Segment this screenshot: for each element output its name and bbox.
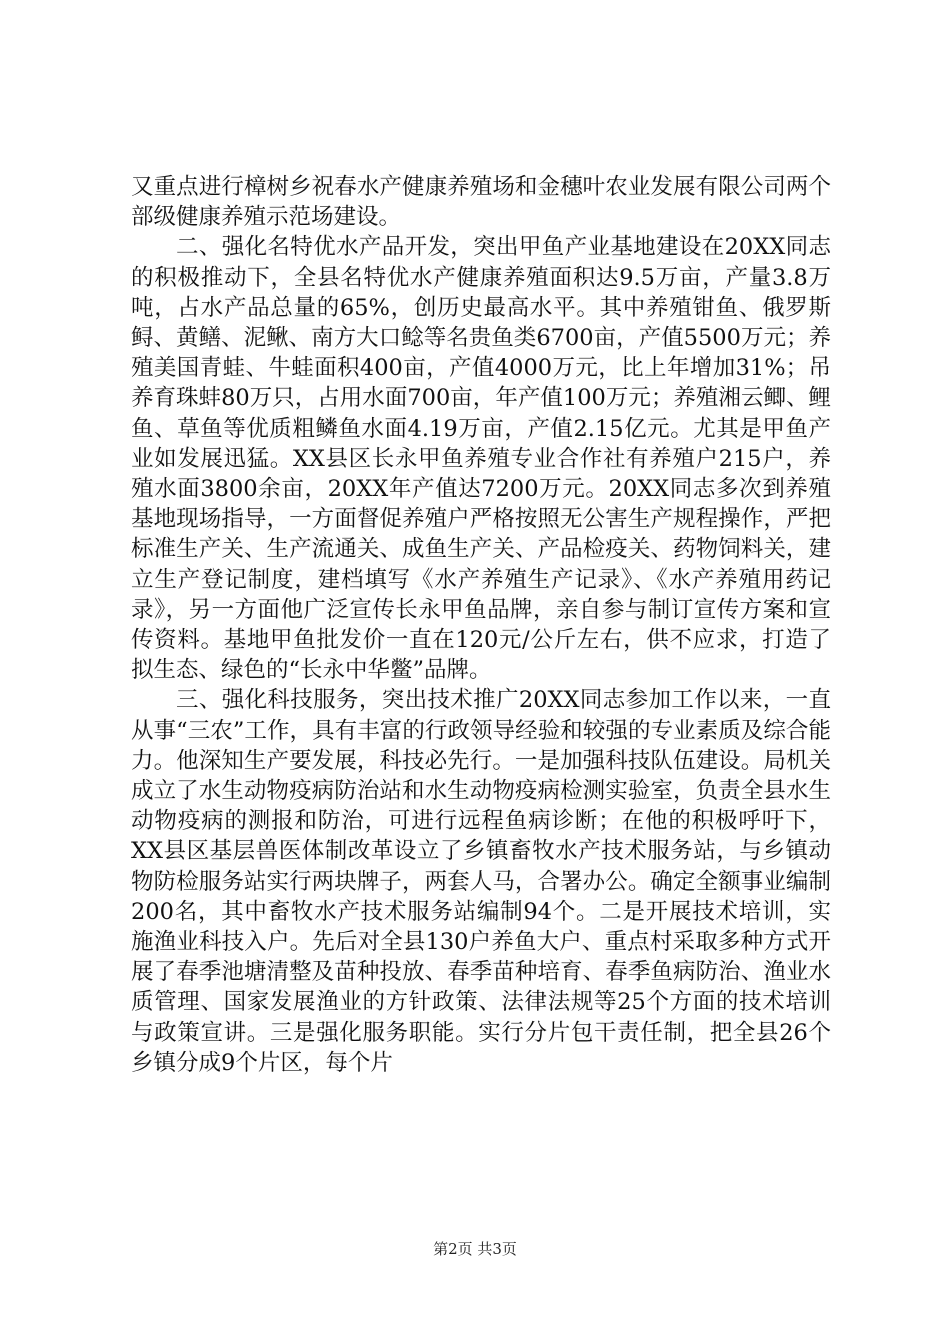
- page-number-footer: 第2页 共3页: [433, 1240, 517, 1258]
- paragraph-section-two: 二、强化名特优水产品开发，突出甲鱼产业基地建设在20XX同志的积极推动下，全县名特优水产健康养殖面积达9.5万亩，产量3.8万吨，占水产品总量的65%，创历史最高水平。其中养殖钳鱼、俄罗斯鲟、黄鳝、泥鳅、南方大口鲶等名贵鱼类6700亩，产值5500万元；养殖美国青蛙、牛蛙面积400亩，产值4000万元，比上年增加31%；吊养育珠蚌80万只，占用水面700亩，年产值100万元；养殖湘云鲫、鲤鱼、草鱼等优质粗鳞鱼水面4.19万亩，产值2.15亿元。尤其是甲鱼产业如发展迅猛。XX县区长永甲鱼养殖专业合作社有养殖户215户，养殖水面3800余亩，20XX年产值达7200万元。20XX同志多次到养殖基地现场指导，一方面督促养殖户严格按照无公害生产规程操作，严把标准生产关、生产流通关、成鱼生产关、产品检疫关、药物饲料关，建立生产登记制度，建档填写《水产养殖生产记录》、《水产养殖用药记录》，另一方面他广泛宣传长永甲鱼品牌，亲自参与制订宣传方案和宣传资料。基地甲鱼批发价一直在120元/公斤左右，供不应求，打造了拟生态、绿色的“长永中华鳖”品牌。: [131, 234, 831, 684]
- document-body: [131, 172, 831, 1078]
- paragraph-continuation: 又重点进行樟树乡祝春水产健康养殖场和金穗叶农业发展有限公司两个部级健康养殖示范场建设。: [131, 174, 831, 231]
- paragraph-section-three: 三、强化科技服务，突出技术推广20XX同志参加工作以来，一直从事“三农”工作，具有丰富的行政领导经验和较强的专业素质及综合能力。他深知生产要发展，科技必先行。一是加强科技队伍建设。局机关成立了水生动物疫病防治站和水生动物疫病检测实验室，负责全县水生动物疫病的测报和防治，可进行远程鱼病诊断；在他的积极呼吁下，XX县区基层兽医体制改革设立了乡镇畜牧水产技术服务站，与乡镇动物防检服务站实行两块牌子，两套人马，合署办公。确定全额事业编制200名，其中畜牧水产技术服务站编制94个。二是开展技术培训，实施渔业科技入户。先后对全县130户养鱼大户、重点村采取多种方式开展了春季池塘清整及苗种投放、春季苗种培育、春季鱼病防治、渔业水质管理、国家发展渔业的方针政策、法律法规等25个方面的技术培训与政策宣讲。三是强化服务职能。实行分片包干责任制，把全县26个乡镇分成9个片区，每个片: [131, 687, 831, 1076]
